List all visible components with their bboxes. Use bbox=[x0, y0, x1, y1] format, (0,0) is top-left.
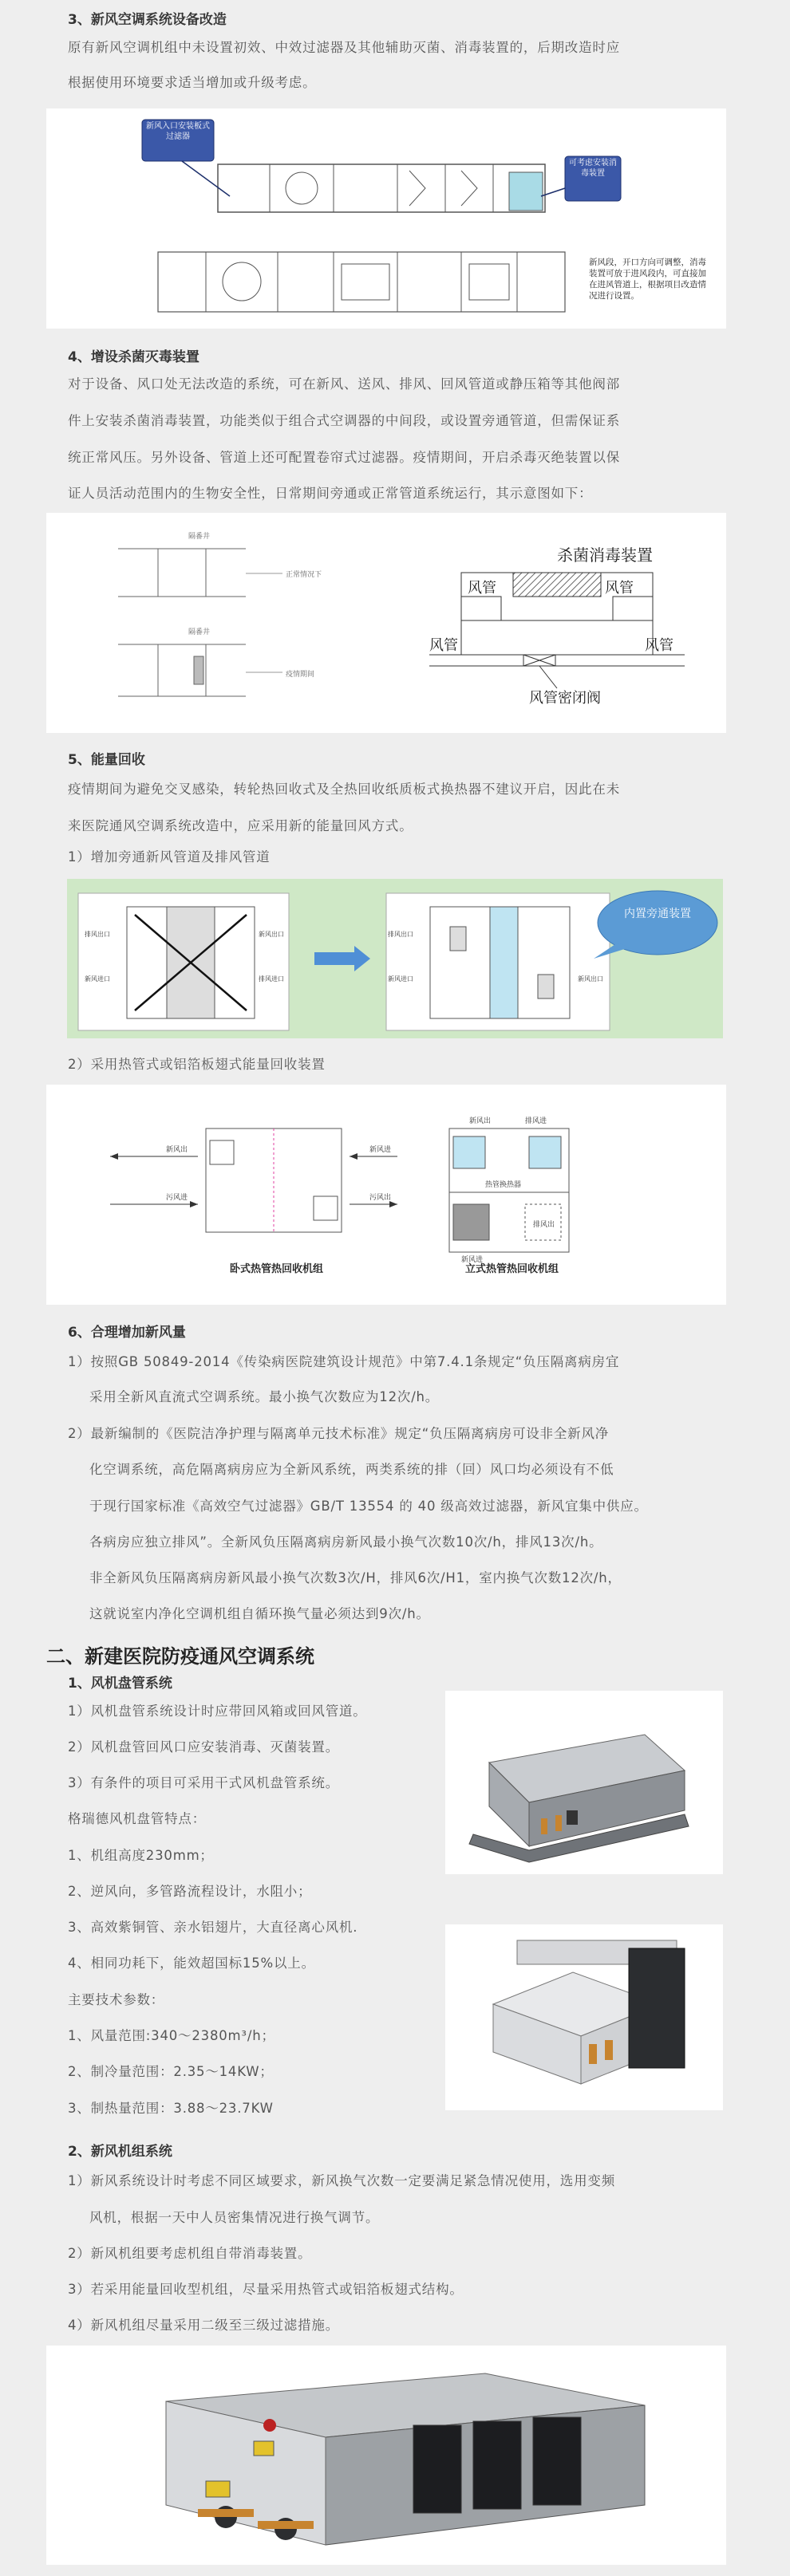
heat-pipe-figure bbox=[46, 1085, 726, 1305]
fcu-line: 2、制冷量范围：2.35～14KW； bbox=[68, 2064, 274, 2079]
bypass-label: 排风出口 bbox=[388, 931, 413, 938]
energy-recovery-item-1: 1）增加旁通新风管道及排风管道 bbox=[68, 849, 271, 865]
fcu-line: 1、风量范围:340～2380m³/h； bbox=[68, 2028, 275, 2043]
heat-pipe-right-label: 排风出 bbox=[533, 1221, 555, 1229]
fcu-line: 2）风机盘管回风口应安装消毒、灭菌装置。 bbox=[68, 1739, 339, 1755]
fig-duct-label: 风管 bbox=[429, 637, 458, 654]
section-3-para-line: 原有新风空调机组中未设置初效、中效过滤器及其他辅助灭菌、消毒装置的，后期改造时应 bbox=[68, 40, 620, 55]
fcu-line: 1、机组高度230mm； bbox=[68, 1848, 214, 1863]
section-6-line: 1）按照GB 50849-2014《传染病医院建筑设计规范》中第7.4.1条规定“负压隔离病房宜 bbox=[68, 1354, 620, 1369]
section-3-heading: 3、新风空调系统设备改造 bbox=[68, 12, 227, 28]
section-6-line: 非全新风负压隔离病房新风最小换气次数3次/H，排风6次/H1，室内换气次数12次/h， bbox=[89, 1570, 622, 1585]
fcu-heading: 1、风机盘管系统 bbox=[68, 1676, 172, 1692]
ahu-line: 风机，根据一天中人员密集情况进行换气调节。 bbox=[89, 2210, 380, 2225]
fcu-line: 主要技术参数： bbox=[68, 1992, 165, 2007]
dry-fan-coil-image bbox=[445, 1924, 723, 2110]
bypass-label: 新风进口 bbox=[85, 975, 110, 983]
bypass-label: 新风出口 bbox=[259, 931, 284, 938]
section-6-line: 于现行国家标准《高效空气过滤器》GB/T 13554 的 40 级高效过滤器，新风宜集中供应。 bbox=[89, 1499, 648, 1514]
section-6-line: 这就说室内净化空调机组自循环换气量必须达到9次/h。 bbox=[89, 1606, 430, 1621]
section-5-heading: 5、能量回收 bbox=[68, 752, 145, 768]
heat-pipe-label: 新风进 bbox=[369, 1146, 392, 1154]
sterilization-drawing bbox=[46, 513, 726, 733]
dry-fan-coil-drawing bbox=[445, 1924, 723, 2110]
heat-pipe-right-label: 排风进 bbox=[525, 1117, 547, 1125]
ahu-line: 2）新风机组要考虑机组自带消毒装置。 bbox=[68, 2246, 312, 2261]
callout-disinfector: 可考虑安装消毒装置 bbox=[569, 159, 617, 178]
fig-kill-device-label: 杀菌消毒装置 bbox=[557, 546, 653, 565]
heat-pipe-label: 新风出 bbox=[166, 1146, 188, 1154]
ahu-line: 4）新风机组尽量采用二级至三级过滤措施。 bbox=[68, 2318, 339, 2333]
fan-coil-unit-image bbox=[445, 1691, 723, 1874]
fig-duct-label: 风管 bbox=[645, 637, 673, 654]
fcu-line: 1）风机盘管系统设计时应带回风箱或回风管道。 bbox=[68, 1704, 367, 1719]
sterilization-figure bbox=[46, 513, 726, 733]
energy-recovery-item-2: 2）采用热管式或铝箔板翅式能量回收装置 bbox=[68, 1057, 326, 1072]
fcu-line: 3、高效紫铜管、亲水铝翅片，大直径离心风机. bbox=[68, 1920, 358, 1935]
bypass-label: 新风出口 bbox=[578, 975, 603, 983]
retrofit-note: 新风段，开口方向可调整，消毒装置可放于进风段内，可直接加在进风管道上，根据项目改造情况进行设置。 bbox=[589, 258, 706, 301]
fcu-line: 3）有条件的项目可采用干式风机盘管系统。 bbox=[68, 1775, 339, 1790]
ahu-line: 3）若采用能量回收型机组，尽量采用热管式或铝箔板翅式结构。 bbox=[68, 2282, 464, 2297]
heat-pipe-right-label: 新风出 bbox=[469, 1117, 492, 1125]
section-6-line: 各病房应独立排风”。全新风负压隔离病房新风最小换气次数10次/h，排风13次/h。 bbox=[89, 1534, 603, 1550]
section-6-line: 化空调系统，高危隔离病房应为全新风系统，两类系统的排（回）风口均必须设有不低 bbox=[89, 1462, 614, 1477]
fig-valve-label: 风管密闭阀 bbox=[529, 690, 601, 707]
section-4-para-line: 统正常风压。另外设备、管道上还可配置卷帘式过滤器。疫情期间，开启杀毒灭绝装置以保 bbox=[68, 450, 620, 465]
ahu-heading: 2、新风机组系统 bbox=[68, 2144, 172, 2160]
fig-left-bottom-label: 隔番井 bbox=[188, 628, 211, 636]
fig-left-top-label: 隔番井 bbox=[188, 533, 211, 541]
heat-pipe-right-label: 新风进 bbox=[461, 1256, 484, 1264]
heat-pipe-caption-left: 卧式热管热回收机组 bbox=[230, 1263, 324, 1275]
ahu-retrofit-drawing bbox=[46, 108, 726, 329]
heat-pipe-caption-right: 立式热管热回收机组 bbox=[465, 1263, 559, 1275]
fan-coil-unit-drawing bbox=[445, 1691, 723, 1874]
fig-left-top-side: 正常情况下 bbox=[286, 571, 322, 579]
fresh-air-unit-image bbox=[46, 2346, 726, 2565]
section-4-para-line: 件上安装杀菌消毒装置，功能类似于组合式空调器的中间段，或设置旁通管道，但需保证系 bbox=[68, 413, 620, 428]
heat-pipe-label: 污风出 bbox=[369, 1194, 392, 1202]
bypass-label: 排风进口 bbox=[259, 975, 284, 983]
fresh-air-unit-drawing bbox=[46, 2346, 726, 2565]
bypass-bubble: 内置旁通装置 bbox=[624, 908, 691, 920]
ahu-line: 1）新风系统设计时考虑不同区域要求，新风换气次数一定要满足紧急情况使用，选用变频 bbox=[68, 2173, 615, 2188]
fcu-line: 格瑞德风机盘管特点： bbox=[68, 1811, 206, 1826]
fig-duct-label: 风管 bbox=[605, 580, 634, 597]
fcu-line: 3、制热量范围：3.88～23.7KW bbox=[68, 2101, 274, 2116]
ahu-retrofit-figure bbox=[46, 108, 726, 329]
section-4-heading: 4、增设杀菌灭毒装置 bbox=[68, 349, 199, 365]
section-5-para-line: 疫情期间为避免交叉感染，转轮热回收式及全热回收纸质板式换热器不建议开启，因此在未 bbox=[68, 782, 620, 797]
fcu-line: 2、逆风向，多管路流程设计，水阻小； bbox=[68, 1884, 312, 1899]
section-4-para-line: 证人员活动范围内的生物安全性，日常期间旁通或正常管道系统运行，其示意图如下： bbox=[68, 486, 593, 501]
fig-duct-label: 风管 bbox=[468, 580, 496, 597]
section-6-heading: 6、合理增加新风量 bbox=[68, 1325, 186, 1341]
bypass-label: 新风进口 bbox=[388, 975, 413, 983]
bypass-drawing bbox=[67, 879, 723, 1038]
section-3-para-line: 根据使用环境要求适当增加或升级考虑。 bbox=[68, 75, 317, 90]
section-5-para-line: 来医院通风空调系统改造中，应采用新的能量回风方式。 bbox=[68, 818, 413, 833]
part-2-heading: 二、新建医院防疫通风空调系统 bbox=[46, 1645, 314, 1668]
callout-prefilter: 新风入口安装板式过滤器 bbox=[146, 122, 210, 141]
heat-pipe-label: 污风进 bbox=[166, 1194, 188, 1202]
bypass-label: 排风出口 bbox=[85, 931, 110, 938]
fig-left-bottom-side: 疫情期间 bbox=[286, 671, 315, 679]
heat-pipe-right-label: 热管换热器 bbox=[485, 1181, 522, 1189]
section-6-line: 2）最新编制的《医院洁净护理与隔离单元技术标准》规定“负压隔离病房可设非全新风净 bbox=[68, 1426, 610, 1441]
fcu-line: 4、相同功耗下，能效超国标15%以上。 bbox=[68, 1956, 315, 1971]
heat-pipe-drawing bbox=[46, 1085, 726, 1305]
section-6-line: 采用全新风直流式空调系统。最小换气次数应为12次/h。 bbox=[89, 1389, 440, 1404]
bypass-figure bbox=[67, 879, 723, 1038]
section-4-para-line: 对于设备、风口处无法改造的系统，可在新风、送风、排风、回风管道或静压箱等其他阀部 bbox=[68, 376, 620, 392]
